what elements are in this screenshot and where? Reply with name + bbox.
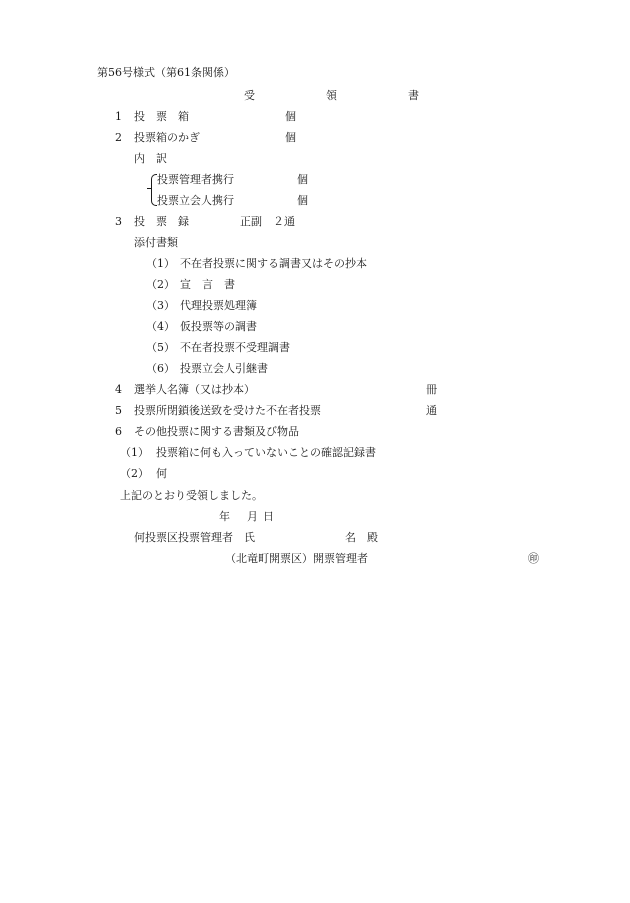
other-2-number: （2） — [120, 467, 149, 480]
sender-role: 何投票区投票管理者 氏 — [134, 531, 255, 544]
other-1-text: 投票箱に何も入っていないことの確認記録書 — [156, 446, 376, 459]
seal-mark: ㊞ — [528, 552, 539, 565]
form-number: 第56号様式（第61条関係） — [97, 66, 235, 79]
item5-number: 5 — [115, 404, 122, 417]
breakdown-tachiai: 投票立会人携行 — [157, 194, 234, 207]
item2-unit: 個 — [285, 131, 296, 144]
attached-doc-4-number: （4） — [146, 320, 175, 333]
breakdown-kanrisha-unit: 個 — [297, 173, 308, 186]
item4-number: 4 — [115, 383, 122, 396]
attached-doc-6-text: 投票立会人引継書 — [180, 362, 268, 375]
item1-label: 投 票 箱 — [134, 110, 189, 123]
recipient-district: （北竜町開票区）開票管理者 — [225, 552, 368, 565]
item6-number: 6 — [115, 425, 122, 438]
date-year: 年 — [219, 510, 230, 523]
other-2-text: 何 — [156, 467, 167, 480]
item3-label: 投 票 録 — [134, 215, 189, 228]
attached-label: 添付書類 — [134, 236, 178, 249]
breakdown-label: 内 訳 — [134, 152, 167, 165]
attached-doc-4-text: 仮投票等の調書 — [180, 320, 257, 333]
item3-copies: 正副 ２通 — [240, 215, 295, 228]
item2-number: 2 — [115, 131, 122, 144]
sender-name-suffix: 名 殿 — [345, 531, 378, 544]
breakdown-kanrisha: 投票管理者携行 — [157, 173, 234, 186]
date-day: 日 — [263, 510, 274, 523]
other-1-number: （1） — [120, 446, 149, 459]
title-char-3: 書 — [408, 89, 419, 102]
attached-doc-1-number: （1） — [146, 257, 175, 270]
item4-unit: 冊 — [426, 383, 437, 396]
item1-unit: 個 — [285, 110, 296, 123]
item5-label: 投票所閉鎖後送致を受けた不在者投票 — [134, 404, 321, 417]
title-char-1: 受 — [244, 89, 255, 102]
attached-doc-5-number: （5） — [146, 341, 175, 354]
item1-number: 1 — [115, 110, 122, 123]
attached-doc-3-number: （3） — [146, 299, 175, 312]
attached-doc-1-text: 不在者投票に関する調書又はその抄本 — [180, 257, 367, 270]
title-char-2: 領 — [326, 89, 337, 102]
date-month: 月 — [247, 510, 258, 523]
item3-number: 3 — [115, 215, 122, 228]
attached-doc-2-text: 宣 言 書 — [180, 278, 235, 291]
item2-label: 投票箱のかぎ — [134, 131, 200, 144]
breakdown-tachiai-unit: 個 — [297, 194, 308, 207]
item4-label: 選挙人名簿（又は抄本） — [134, 383, 255, 396]
item5-unit: 通 — [426, 404, 437, 417]
item6-label: その他投票に関する書類及び物品 — [134, 425, 299, 438]
attached-doc-2-number: （2） — [146, 278, 175, 291]
attached-doc-6-number: （6） — [146, 362, 175, 375]
confirmation-text: 上記のとおり受領しました。 — [120, 489, 263, 502]
attached-doc-5-text: 不在者投票不受理調書 — [180, 341, 290, 354]
attached-doc-3-text: 代理投票処理簿 — [180, 299, 257, 312]
